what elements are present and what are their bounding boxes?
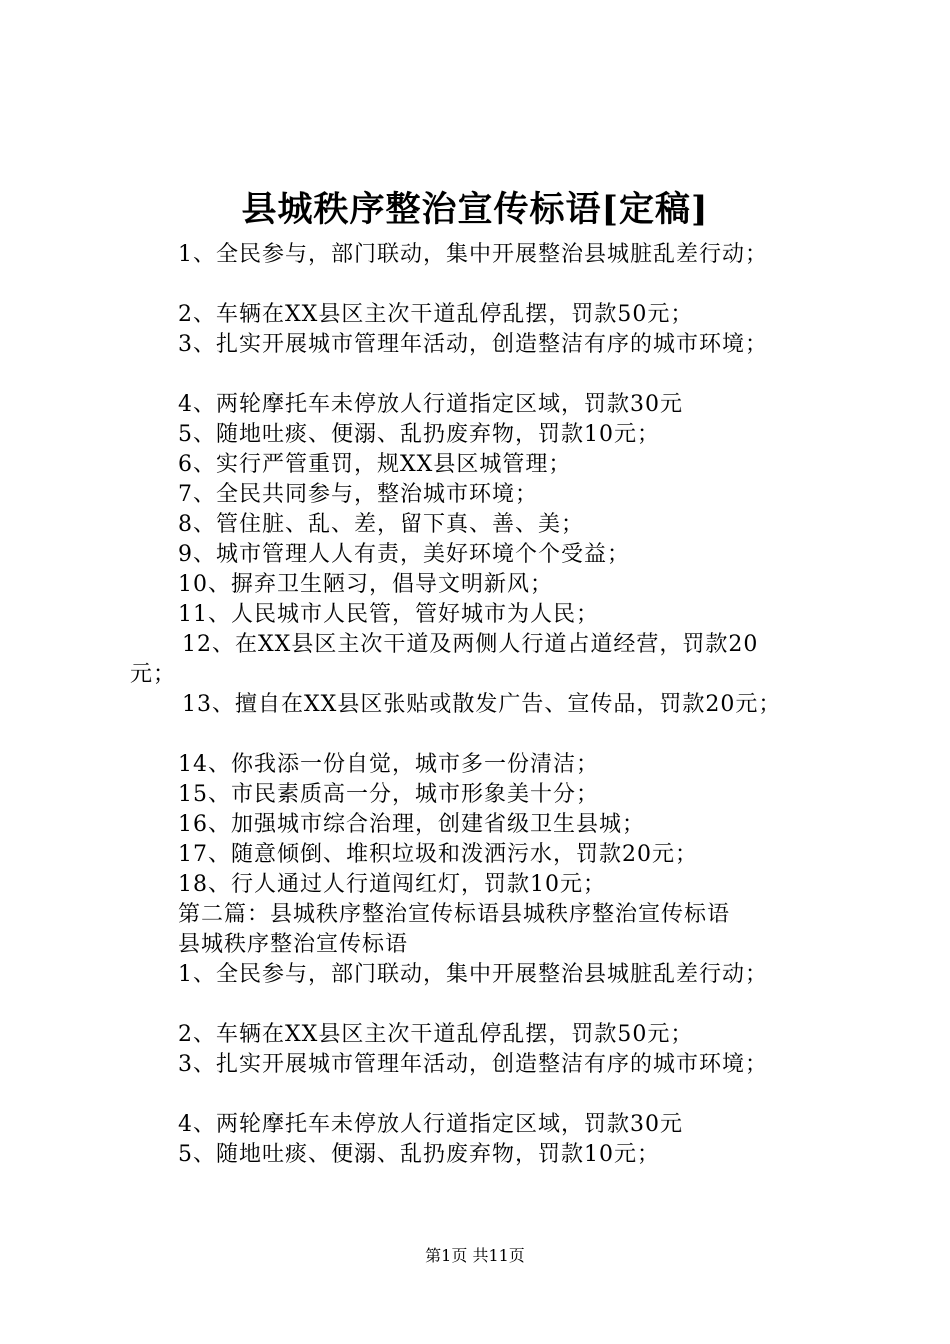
slogan-line: 12、在XX县区主次干道及两侧人行道占道经营，罚款20 [182, 632, 759, 657]
slogan-line: 2、车辆在XX县区主次干道乱停乱摆，罚款50元； [178, 1022, 694, 1047]
slogan-line: 4、两轮摩托车未停放人行道指定区域，罚款30元 [178, 392, 683, 417]
slogan-line: 17、随意倾倒、堆积垃圾和泼洒污水，罚款20元； [178, 842, 698, 867]
slogan-line: 6、实行严管重罚，规XX县区城管理； [178, 452, 572, 477]
blank-line [130, 360, 850, 390]
blank-line [130, 990, 850, 1020]
slogan-line: 5、随地吐痰、便溺、乱扔废弃物，罚款10元； [178, 1142, 660, 1167]
slogan-line: 2、车辆在XX县区主次干道乱停乱摆，罚款50元； [178, 302, 694, 327]
slogan-line-continuation: 元； [130, 662, 177, 687]
slogan-line: 8、管住脏、乱、差，留下真、善、美； [178, 512, 584, 537]
document-body [130, 240, 850, 1170]
section-subheading: 县城秩序整治宣传标语 [178, 932, 409, 957]
page-indicator: 第1页 共11页 [425, 1246, 525, 1265]
slogan-line: 3、扎实开展城市管理年活动，创造整洁有序的城市环境； [178, 332, 768, 357]
slogan-line: 13、擅自在XX县区张贴或散发广告、宣传品，罚款20元； [182, 692, 782, 717]
slogan-line: 14、你我添一份自觉，城市多一份清洁； [178, 752, 599, 777]
document-title: 县城秩序整治宣传标语[定稿] [241, 189, 709, 230]
slogan-line: 1、全民参与，部门联动，集中开展整治县城脏乱差行动； [178, 242, 768, 267]
slogan-line: 4、两轮摩托车未停放人行道指定区域，罚款30元 [178, 1112, 683, 1137]
slogan-line: 16、加强城市综合治理，创建省级卫生县城； [178, 812, 645, 837]
slogan-line: 11、人民城市人民管，管好城市为人民； [178, 602, 599, 627]
slogan-line: 10、摒弃卫生陋习，倡导文明新风； [178, 572, 553, 597]
blank-line [130, 720, 850, 750]
slogan-line: 1、全民参与，部门联动，集中开展整治县城脏乱差行动； [178, 962, 768, 987]
slogan-line: 5、随地吐痰、便溺、乱扔废弃物，罚款10元； [178, 422, 660, 447]
section-heading: 第二篇：县城秩序整治宣传标语县城秩序整治宣传标语 [178, 902, 731, 927]
slogan-line: 15、市民素质高一分，城市形象美十分； [178, 782, 599, 807]
blank-line [130, 1080, 850, 1110]
slogan-line: 3、扎实开展城市管理年活动，创造整洁有序的城市环境； [178, 1052, 768, 1077]
blank-line [130, 270, 850, 300]
slogan-line: 9、城市管理人人有责，美好环境个个受益； [178, 542, 630, 567]
slogan-line: 7、全民共同参与，整治城市环境； [178, 482, 538, 507]
slogan-line: 18、行人通过人行道闯红灯，罚款10元； [178, 872, 606, 897]
